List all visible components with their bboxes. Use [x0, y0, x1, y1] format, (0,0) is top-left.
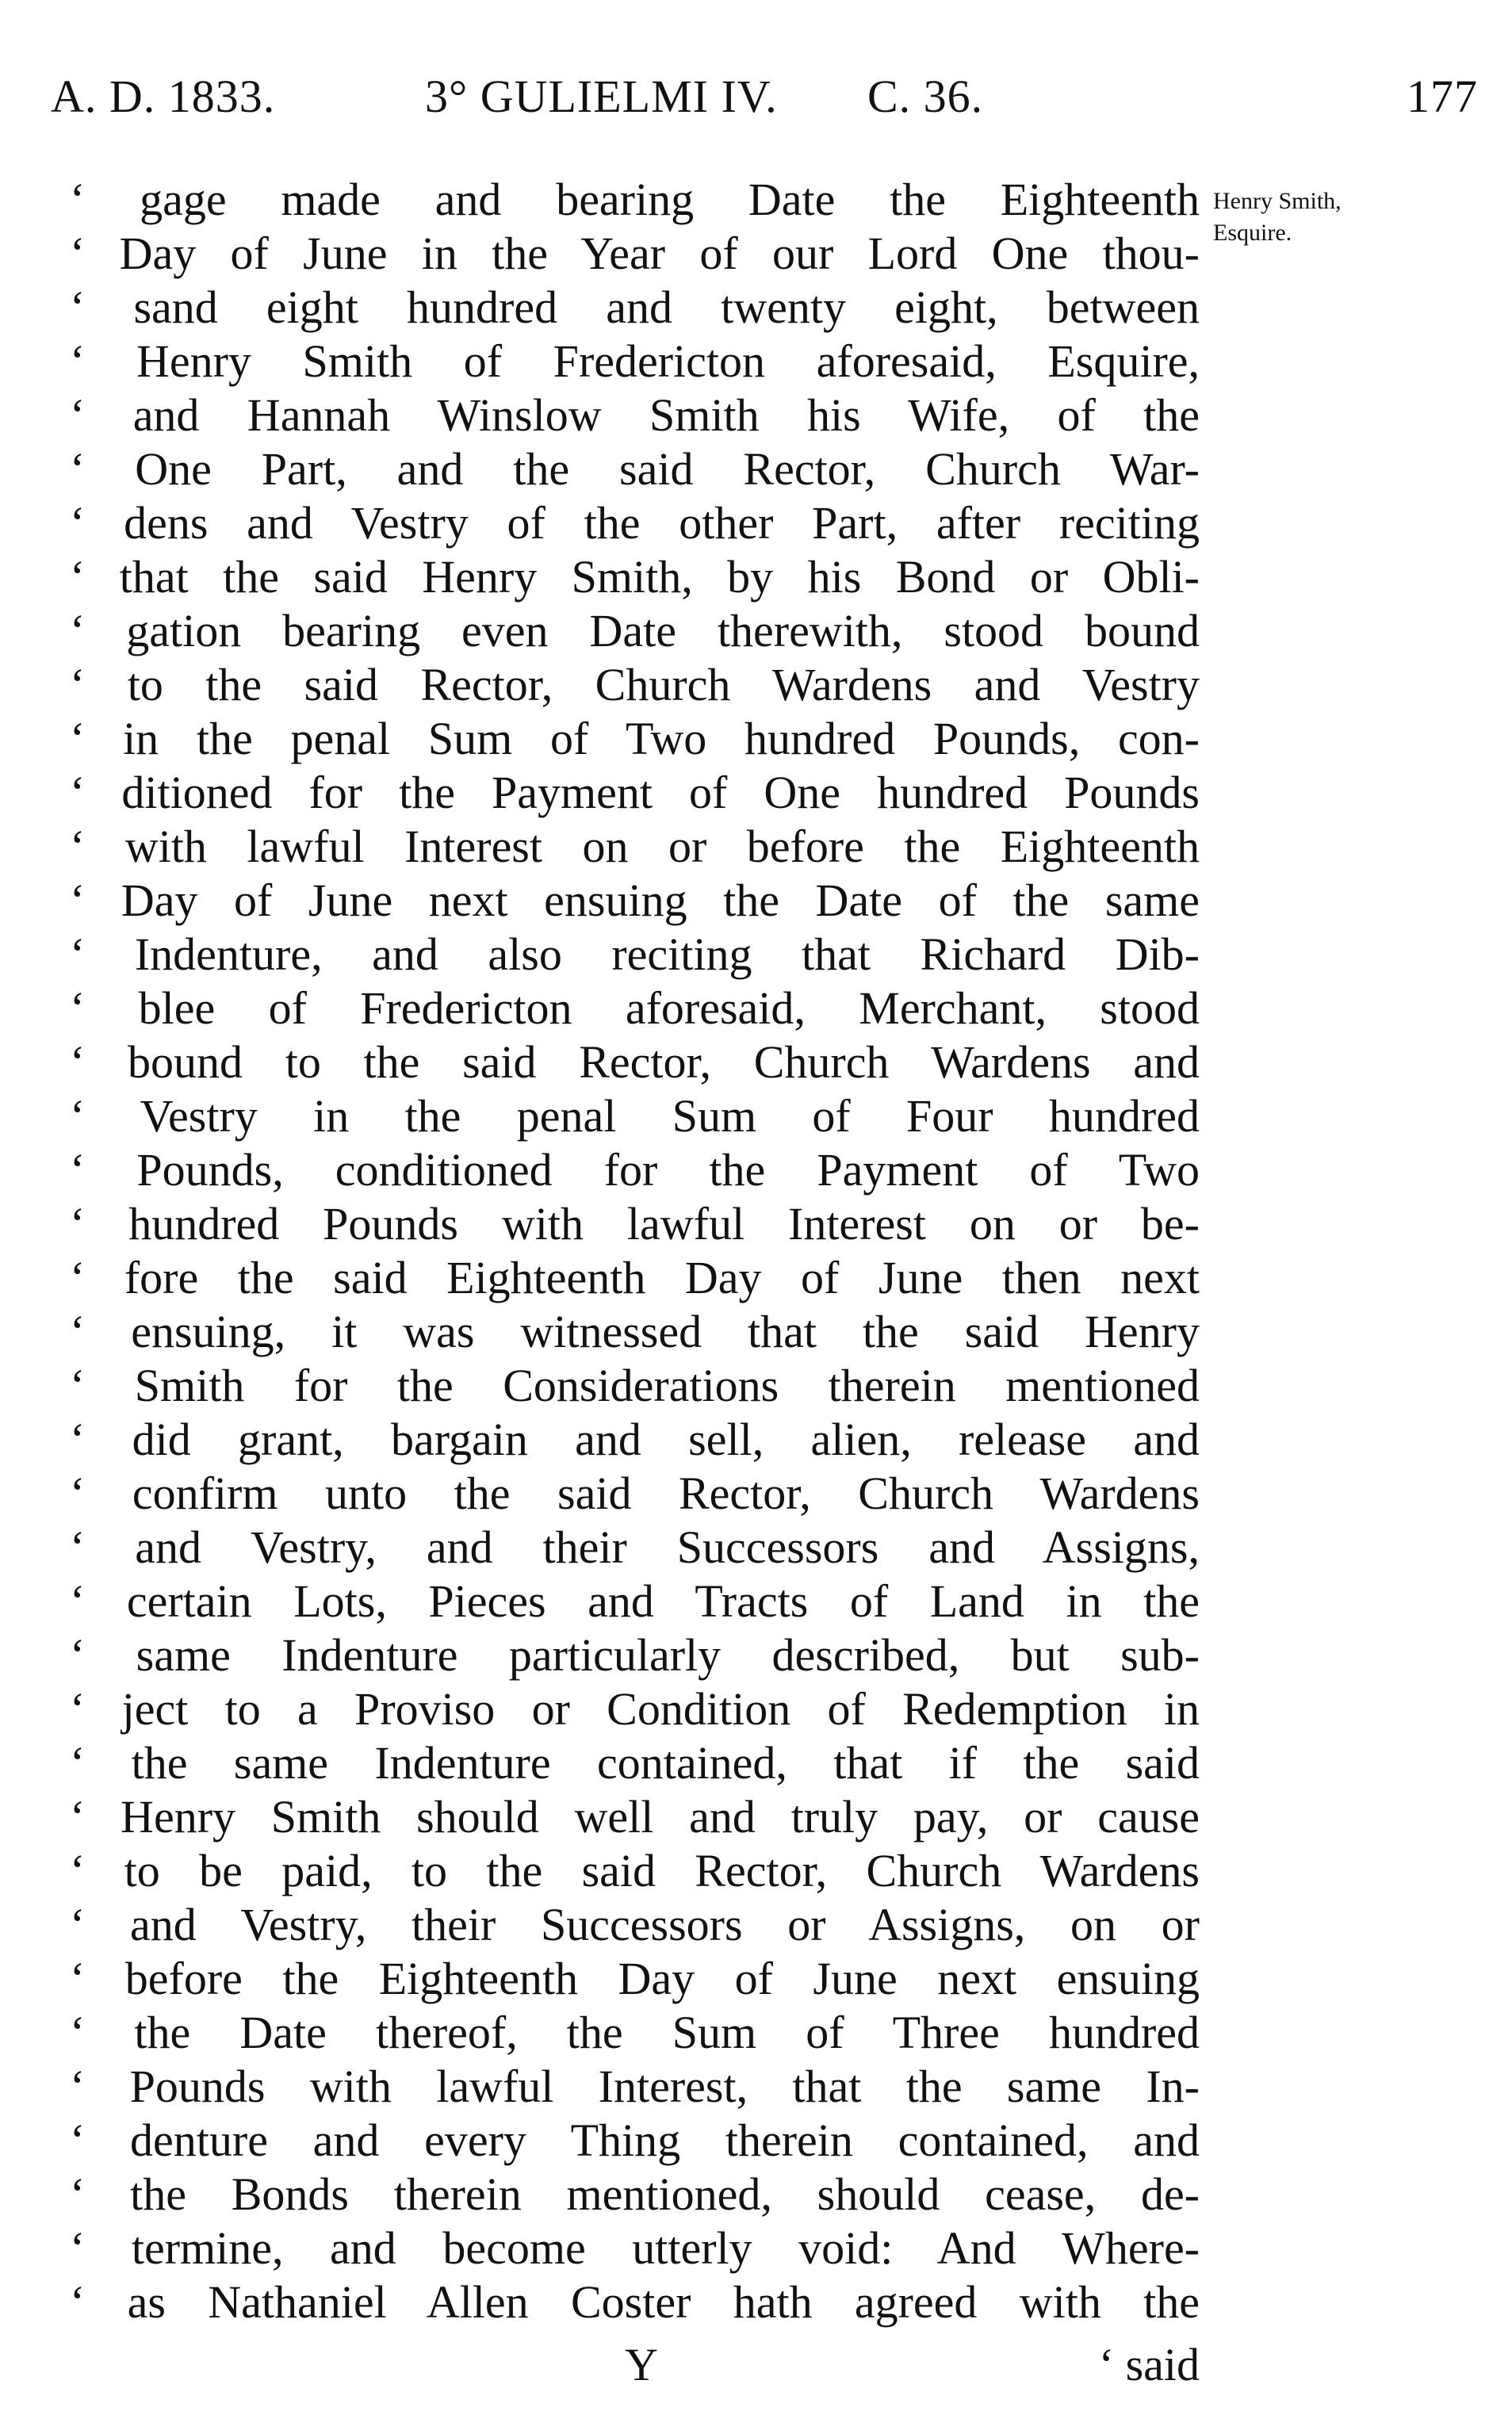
text-line: ‘ Day of June in the Year of our Lord One thou-	[70, 228, 1200, 279]
text-line: ‘ denture and every Thing therein contained, and	[70, 2114, 1200, 2166]
text-line: ‘ confirm unto the said Rector, Church Wardens	[70, 1468, 1200, 1519]
text-line: ‘ hundred Pounds with lawful Interest on or be-	[70, 1198, 1200, 1249]
text-line: ‘ Day of June next ensuing the Date of the same	[70, 874, 1200, 926]
text-line: ‘ same Indenture particularly described, but sub-	[70, 1629, 1200, 1681]
text-line: ‘ termine, and become utterly void: And Where-	[70, 2222, 1200, 2274]
page-footer	[70, 2337, 1200, 2393]
text-line: ‘ the Bonds therein mentioned, should cease, de-	[70, 2168, 1200, 2220]
text-line: ‘ certain Lots, Pieces and Tracts of Land in the	[70, 1575, 1200, 1627]
margin-note-line: Henry Smith,	[1213, 188, 1342, 214]
signature-mark: Y	[625, 2339, 658, 2390]
text-line: ‘ did grant, bargain and sell, alien, release and	[70, 1414, 1200, 1465]
text-line: ‘ and Hannah Winslow Smith his Wife, of the	[70, 389, 1200, 441]
text-line: ‘ gage made and bearing Date the Eighteenth	[70, 174, 1200, 225]
text-line: ‘ the same Indenture contained, that if the said	[70, 1737, 1200, 1789]
text-line: ‘ ject to a Proviso or Condition of Redemption in	[70, 1683, 1200, 1735]
text-line: ‘ as Nathaniel Allen Coster hath agreed with the	[70, 2276, 1200, 2328]
text-line: ‘ One Part, and the said Rector, Church War-	[70, 443, 1200, 495]
margin-note-line: Esquire.	[1213, 220, 1292, 246]
text-line: ‘ Vestry in the penal Sum of Four hundred	[70, 1090, 1200, 1142]
catchword: ‘ said	[1098, 2339, 1200, 2390]
text-line: ‘ bound to the said Rector, Church Wardens and	[70, 1036, 1200, 1088]
page-number: 177	[1407, 71, 1478, 122]
text-line: ‘ in the penal Sum of Two hundred Pounds, con-	[70, 713, 1200, 764]
running-head	[51, 65, 1478, 128]
text-line: ‘ to the said Rector, Church Wardens and Vestry	[70, 659, 1200, 710]
text-line: ‘ ditioned for the Payment of One hundred Pounds	[70, 767, 1200, 818]
text-line: ‘ fore the said Eighteenth Day of June then next	[70, 1252, 1200, 1303]
header-chapter: C. 36.	[867, 71, 984, 122]
text-line: ‘ Henry Smith of Fredericton aforesaid, Esquire,	[70, 335, 1200, 387]
text-line: ‘ with lawful Interest on or before the Eighteenth	[70, 821, 1200, 872]
body-text	[70, 173, 1200, 2329]
text-line: ‘ Indenture, and also reciting that Richard Dib-	[70, 928, 1200, 980]
text-line: ‘ dens and Vestry of the other Part, after reciting	[70, 497, 1200, 549]
header-year: A. D. 1833.	[51, 71, 276, 122]
text-line: ‘ Pounds with lawful Interest, that the same In-	[70, 2061, 1200, 2112]
text-line: ‘ blee of Fredericton aforesaid, Merchant, stood	[70, 982, 1200, 1034]
text-line: ‘ the Date thereof, the Sum of Three hundred	[70, 2007, 1200, 2058]
text-line: ‘ gation bearing even Date therewith, stood bound	[70, 605, 1200, 656]
text-line: ‘ ensuing, it was witnessed that the said Henry	[70, 1306, 1200, 1357]
text-line: ‘ before the Eighteenth Day of June next ensuing	[70, 1953, 1200, 2004]
header-reign: 3° GULIELMI IV.	[425, 71, 778, 122]
text-line: ‘ and Vestry, and their Successors and Assigns,	[70, 1521, 1200, 1573]
text-line: ‘ sand eight hundred and twenty eight, between	[70, 281, 1200, 333]
text-line: ‘ that the said Henry Smith, by his Bond or Obli-	[70, 551, 1200, 603]
text-line: ‘ Smith for the Considerations therein mentioned	[70, 1360, 1200, 1411]
text-line: ‘ and Vestry, their Successors or Assigns, on or	[70, 1899, 1200, 1950]
margin-note	[1213, 186, 1483, 249]
text-line: ‘ to be paid, to the said Rector, Church Wardens	[70, 1845, 1200, 1896]
text-line: ‘ Henry Smith should well and truly pay, or cause	[70, 1791, 1200, 1843]
text-line: ‘ Pounds, conditioned for the Payment of Two	[70, 1144, 1200, 1196]
